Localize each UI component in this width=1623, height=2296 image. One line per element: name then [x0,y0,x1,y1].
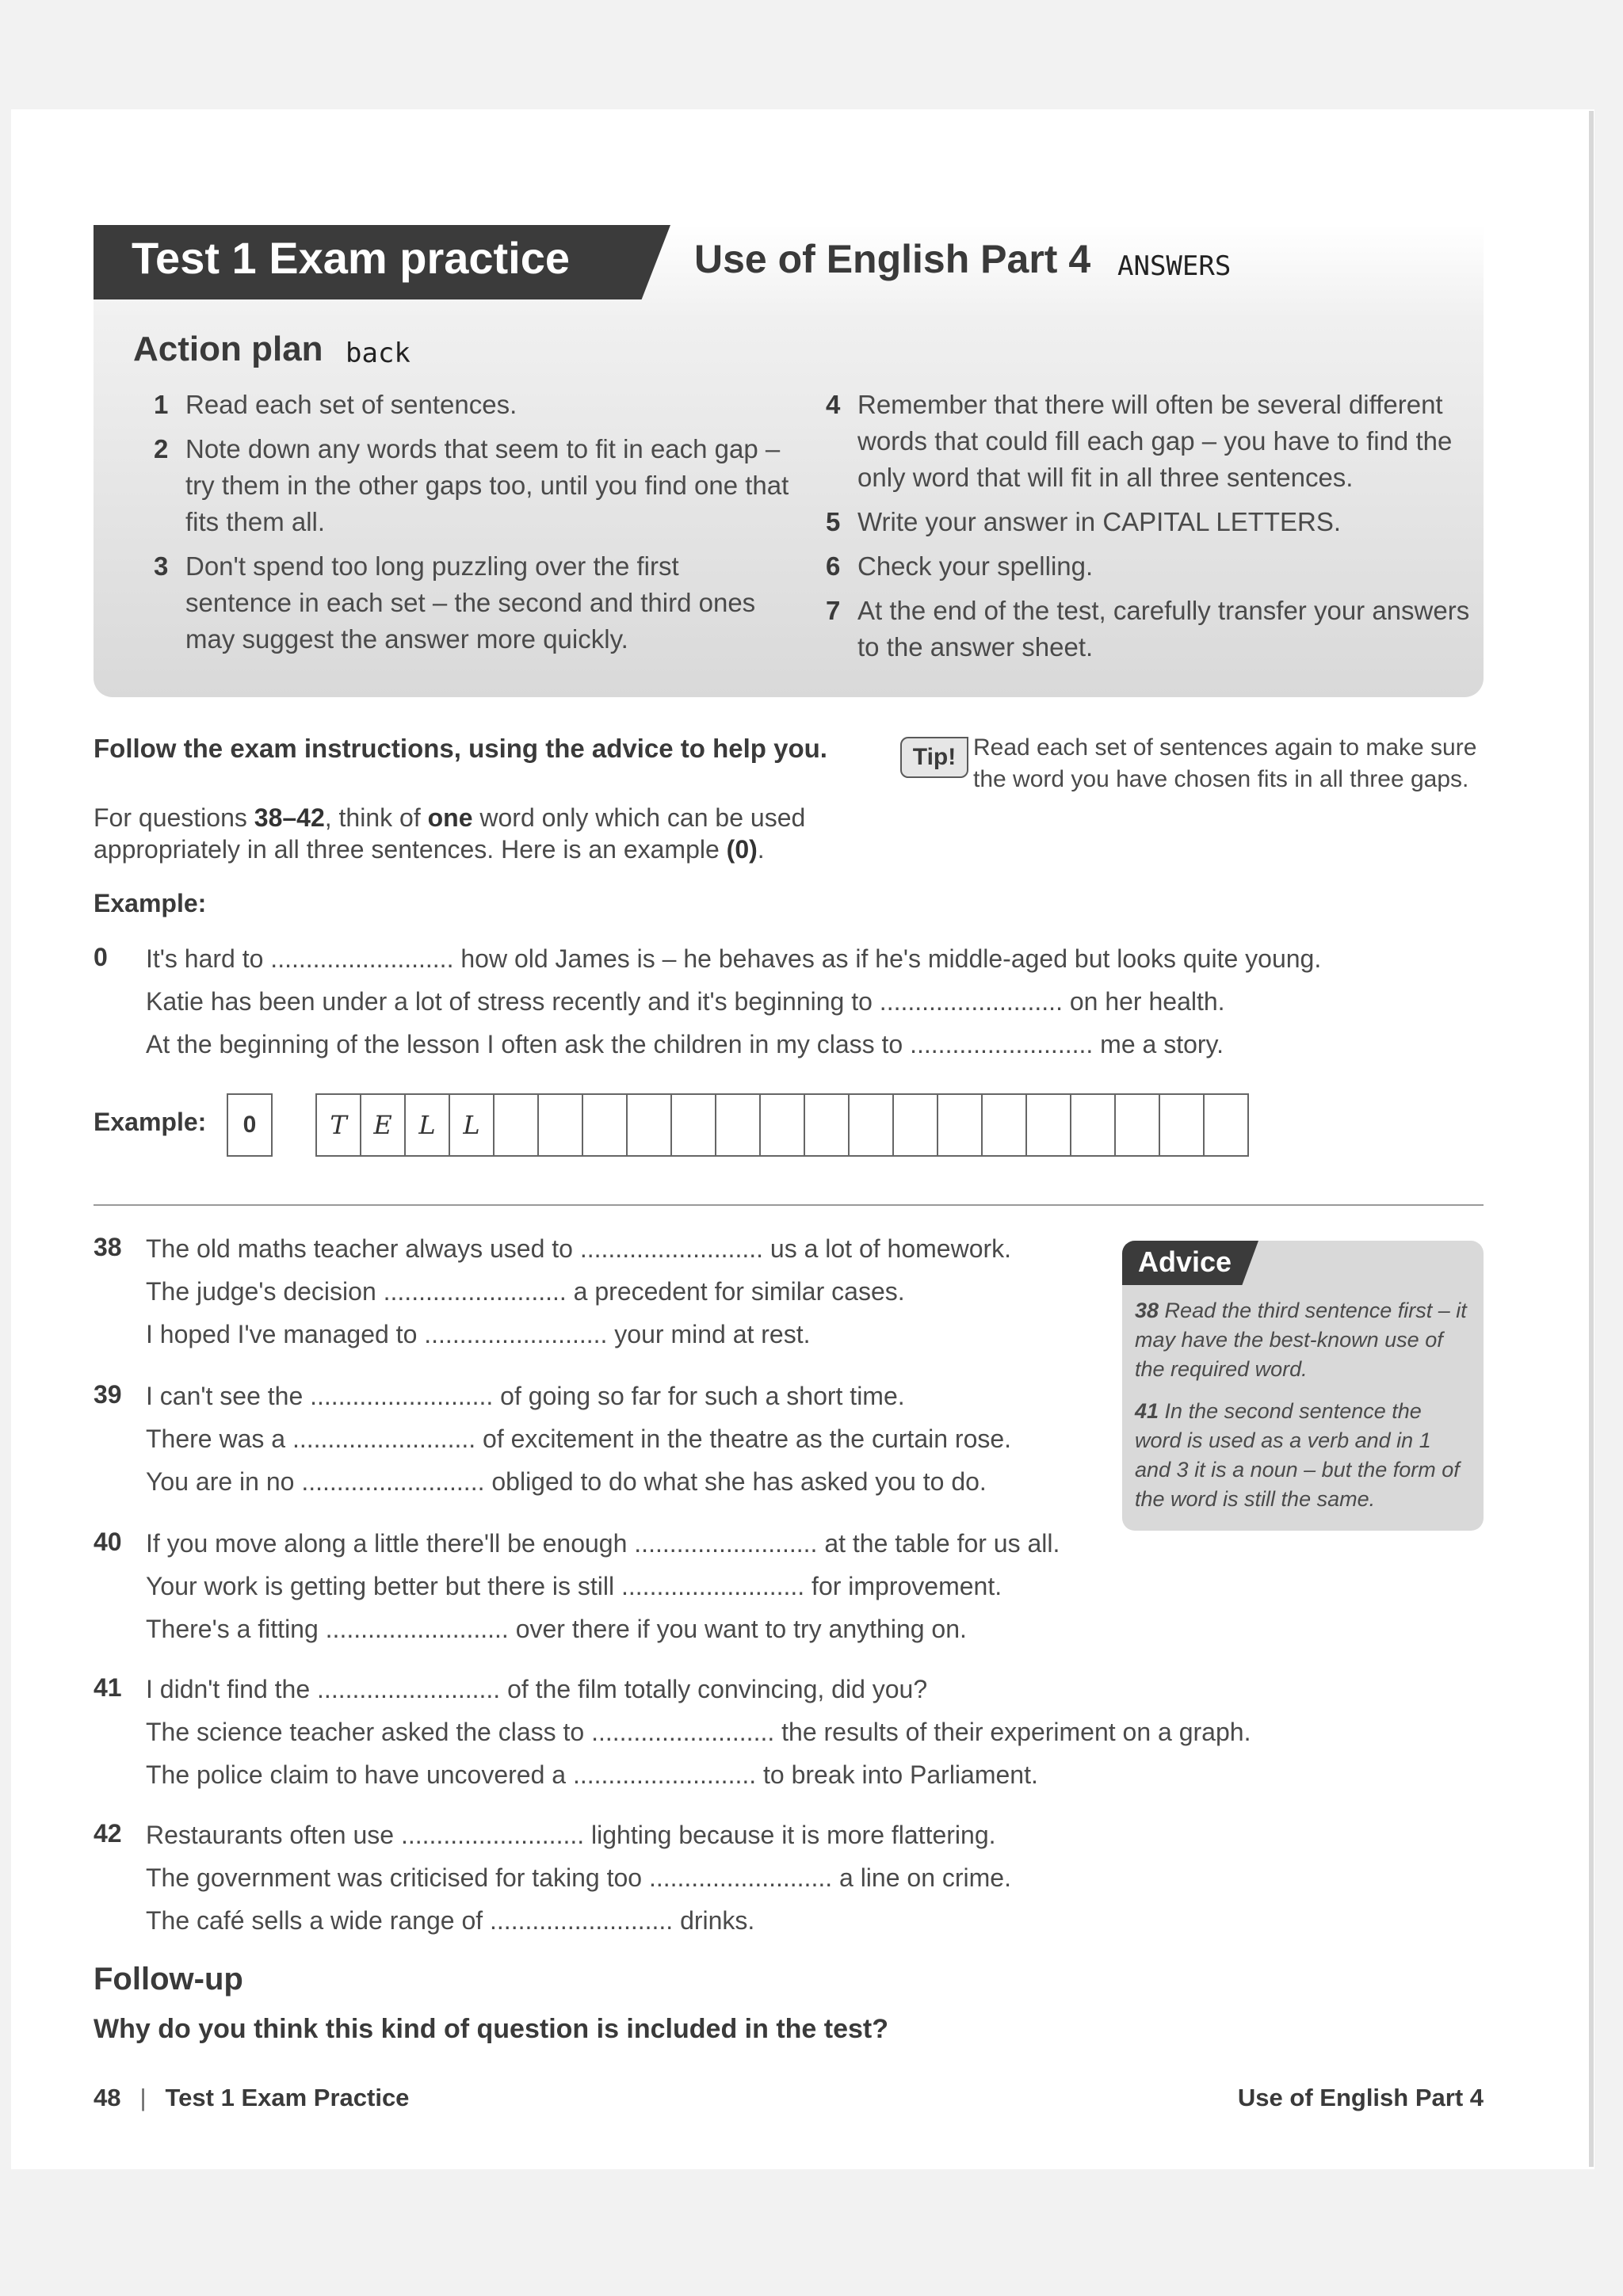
advice-item [1135,1397,1468,1514]
sentence: There was a .......................... of excitement in the theatre as the curtain rose. [146,1425,1012,1453]
plan-item-text: At the end of the test, carefully transfer your answers to the answer sheet. [857,596,1470,662]
action-plan-heading: Action plan [133,330,323,368]
plan-item-text: Don't spend too long puzzling over the first sentence in each set – the second and third ones may suggest the answer more quickly. [185,551,756,654]
footer-left [94,2084,409,2112]
plan-item [805,593,1471,666]
sentence: I hoped I've managed to .......................... your mind at rest. [146,1320,811,1348]
answer-cell [1027,1093,1071,1157]
question-number: 42 [94,1819,122,1848]
advice-item-text: In the second sentence the word is used as a verb and in 1 and 3 it is a noun – but the form of the word is still the same. [1135,1399,1460,1511]
plan-item [805,387,1471,496]
page-edge [1589,111,1594,2167]
sentence: If you move along a little there'll be enough .......................... at the table for us all. [146,1529,1060,1558]
question-number: 40 [94,1527,122,1556]
advice-title: Advice [1138,1245,1232,1278]
example-number-box: 0 [227,1093,273,1157]
answer-cell: L [450,1093,495,1157]
answer-grid [315,1093,1249,1157]
question-sentences [146,1673,1251,1802]
sentence: The police claim to have uncovered a .......................... to break into Parliament. [146,1760,1038,1789]
question-number: 39 [94,1380,122,1409]
plan-item [133,548,791,658]
answer-cell [850,1093,894,1157]
answers-link[interactable]: ANSWERS [1117,250,1232,282]
plan-item-number: 6 [826,551,841,581]
question-sentences [146,943,1321,1071]
plan-item [805,548,1471,585]
answer-cell [539,1093,583,1157]
page-number: 48 [94,2084,121,2111]
answer-cell [716,1093,761,1157]
plan-item-text: Read each set of sentences. [185,390,517,419]
sentence: At the beginning of the lesson I often ask the children in my class to .......................... me a story. [146,1030,1224,1058]
answer-cell [983,1093,1027,1157]
question-range: 38–42 [254,803,325,832]
plan-item [805,504,1471,540]
answer-cell [583,1093,628,1157]
plan-item-text: Check your spelling. [857,551,1094,581]
intro-text: , think of [324,803,428,832]
answer-cell: L [406,1093,450,1157]
answer-cell: T [317,1093,361,1157]
question-sentences [146,1380,1011,1508]
example-answer-label: Example: [94,1108,207,1136]
sentence: The government was criticised for taking too .......................... a line on crime. [146,1863,1011,1892]
example-ref: (0) [726,835,758,864]
plan-item-text: Remember that there will often be several different words that could fill each gap – you have to find the only word that will fit in all three sentences. [857,390,1453,492]
tip-badge: Tip! [900,737,968,778]
plan-item [133,387,791,423]
answer-cell [672,1093,716,1157]
question-number: 38 [94,1233,122,1261]
plan-item-number: 4 [826,390,841,419]
example-heading: Example: [94,889,207,917]
answer-cell [1160,1093,1205,1157]
sentence: The café sells a wide range of .......................... drinks. [146,1906,755,1935]
footer-section: Test 1 Exam Practice [165,2084,410,2111]
answer-cell [495,1093,539,1157]
sentence: Katie has been under a lot of stress recently and it's beginning to .......................... on her health. [146,987,1225,1016]
answer-cell [1071,1093,1116,1157]
footer-right: Use of English Part 4 [1237,2084,1484,2111]
advice-item-number: 38 [1135,1299,1159,1322]
sentence: It's hard to .......................... how old James is – he behaves as if he's middle-aged but looks quite young. [146,944,1322,973]
followup-question: Why do you think this kind of question is included in the test? [94,2014,888,2044]
sentence: I can't see the .......................... of going so far for such a short time. [146,1382,905,1410]
plan-item-text: Write your answer in CAPITAL LETTERS. [857,507,1342,536]
sentence: The judge's decision .......................... a precedent for similar cases. [146,1277,905,1306]
sentence: You are in no .......................... obliged to do what she has asked you to do. [146,1467,987,1496]
intro-text: . [757,835,765,864]
action-plan-left-column [133,387,791,666]
section-title: Use of English Part 4 [694,237,1091,281]
intro-text: word only which can be used appropriately in all three sentences. Here is an example [94,803,806,864]
divider [94,1204,1484,1206]
advice-item-text: Read the third sentence first – it may have the best-known use of the required word. [1135,1299,1467,1381]
plan-item-number: 5 [826,507,841,536]
plan-item-number: 1 [154,390,169,419]
question-sentences [146,1233,1011,1361]
answer-cell: E [361,1093,406,1157]
answer-cell [628,1093,672,1157]
answer-cell [938,1093,983,1157]
plan-item-text: Note down any words that seem to fit in each gap – try them in the other gaps too, until you find one that fits them all. [185,434,789,536]
plan-item-number: 3 [154,551,169,581]
sentence: The science teacher asked the class to .......................... the results of their experiment on a graph. [146,1718,1251,1746]
intro-text: For questions [94,803,254,832]
advice-item-number: 41 [1135,1399,1159,1423]
answer-cell [1116,1093,1160,1157]
exam-instructions: Follow the exam instructions, using the advice to help you. [94,734,827,763]
question-sentences [146,1819,1011,1947]
question-number: 0 [94,943,108,971]
sentence: There's a fitting .......................... over there if you want to try anything on. [146,1615,967,1643]
question-number: 41 [94,1673,122,1702]
answer-cell [761,1093,805,1157]
action-plan-right-column [805,387,1471,673]
sentence: Restaurants often use .......................... lighting because it is more flattering. [146,1821,996,1849]
plan-item [133,431,791,540]
emphasis-one: one [427,803,473,832]
sentence: I didn't find the .......................... of the film totally convincing, did you? [146,1675,928,1703]
plan-item-number: 2 [154,434,169,463]
footer-separator: | [139,2084,147,2111]
page-title: Test 1 Exam practice [132,233,571,283]
tip-text: Read each set of sentences again to make sure the word you have chosen fits in all three gaps. [973,734,1477,792]
advice-item [1135,1296,1468,1384]
questions-intro [94,802,854,865]
back-link[interactable]: back [346,338,411,369]
question-sentences [146,1527,1060,1656]
plan-item-number: 7 [826,596,841,625]
sentence: The old maths teacher always used to .......................... us a lot of homework. [146,1234,1012,1263]
answer-cell [1205,1093,1249,1157]
sentence: Your work is getting better but there is still .......................... for improvement. [146,1572,1002,1600]
answer-cell [805,1093,850,1157]
answer-cell [894,1093,938,1157]
advice-content [1135,1296,1468,1527]
followup-heading: Follow-up [94,1962,243,1997]
